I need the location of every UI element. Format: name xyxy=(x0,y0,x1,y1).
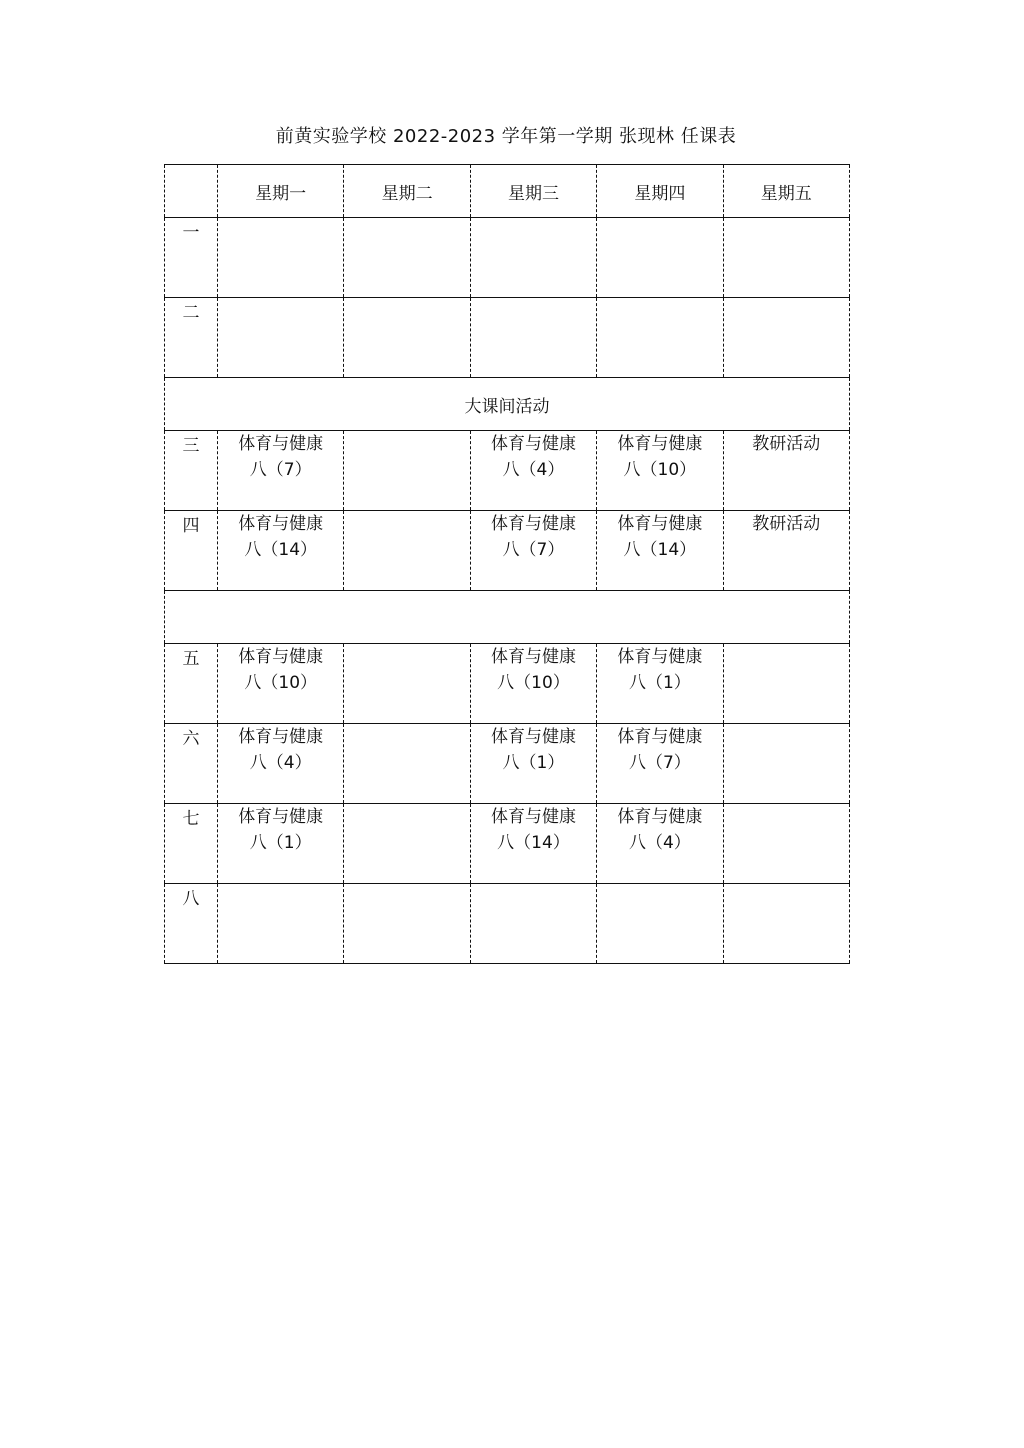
lesson-class: 八（7） xyxy=(628,753,691,773)
lesson-subject: 体育与健康 xyxy=(238,514,324,534)
period-row xyxy=(165,804,850,884)
lesson-cell-mon xyxy=(218,884,344,964)
lesson-subject: 教研活动 xyxy=(752,434,821,454)
lesson-class: 八（7） xyxy=(502,540,565,560)
period-label: 一 xyxy=(165,218,218,298)
lesson-cell-fri xyxy=(723,511,849,591)
period-label: 八 xyxy=(165,884,218,964)
lesson-class: 八（4） xyxy=(628,833,691,853)
lesson-cell-wed xyxy=(470,218,596,298)
lesson-cell-wed xyxy=(470,298,596,378)
lesson-cell-thu xyxy=(597,431,723,511)
lesson-subject: 体育与健康 xyxy=(490,807,576,827)
lesson-cell-fri xyxy=(723,884,849,964)
lesson-subject: 体育与健康 xyxy=(238,807,324,827)
lesson-cell-fri xyxy=(723,804,849,884)
lesson-cell-mon xyxy=(218,511,344,591)
lesson-subject: 体育与健康 xyxy=(617,647,703,667)
period-label: 三 xyxy=(165,431,218,511)
lesson-cell-mon xyxy=(218,644,344,724)
lesson-subject: 体育与健康 xyxy=(238,647,324,667)
header-row xyxy=(165,165,850,218)
lesson-class: 八（10） xyxy=(623,460,697,480)
lesson-cell-thu xyxy=(597,724,723,804)
lesson-cell-tue xyxy=(344,644,470,724)
lesson-subject: 体育与健康 xyxy=(490,647,576,667)
lesson-cell-wed xyxy=(470,644,596,724)
lesson-cell-fri xyxy=(723,724,849,804)
lesson-cell-mon xyxy=(218,431,344,511)
period-row xyxy=(165,511,850,591)
lesson-cell-fri xyxy=(723,218,849,298)
period-label: 四 xyxy=(165,511,218,591)
period-label: 二 xyxy=(165,298,218,378)
period-row xyxy=(165,884,850,964)
lesson-subject: 教研活动 xyxy=(752,514,821,534)
lesson-class: 八（10） xyxy=(497,673,570,693)
lesson-class: 八（7） xyxy=(249,460,312,480)
lesson-class: 八（1） xyxy=(628,673,691,693)
noon-break xyxy=(165,591,850,644)
morning-break: 大课间活动 xyxy=(165,378,850,431)
period-row xyxy=(165,298,850,378)
lesson-subject: 体育与健康 xyxy=(617,434,703,454)
lesson-class: 八（1） xyxy=(249,833,312,853)
lesson-class: 八（1） xyxy=(502,753,565,773)
period-row xyxy=(165,218,850,298)
day-header-tue: 星期二 xyxy=(344,165,470,218)
day-header-wed: 星期三 xyxy=(470,165,596,218)
lesson-cell-tue xyxy=(344,511,470,591)
morning-break-row xyxy=(165,378,850,431)
corner-cell xyxy=(165,165,218,218)
period-row xyxy=(165,644,850,724)
lesson-class: 八（14） xyxy=(244,540,318,560)
lesson-class: 八（14） xyxy=(497,833,570,853)
lesson-cell-tue xyxy=(344,218,470,298)
lesson-cell-mon xyxy=(218,724,344,804)
lesson-class: 八（4） xyxy=(502,460,565,480)
lesson-cell-wed xyxy=(470,431,596,511)
lesson-cell-thu xyxy=(597,298,723,378)
lesson-subject: 体育与健康 xyxy=(490,727,576,747)
day-header-thu: 星期四 xyxy=(597,165,723,218)
lesson-subject: 体育与健康 xyxy=(238,434,324,454)
lesson-cell-mon xyxy=(218,298,344,378)
lesson-class: 八（14） xyxy=(623,540,697,560)
lesson-cell-thu xyxy=(597,218,723,298)
lesson-cell-mon xyxy=(218,804,344,884)
lesson-cell-fri xyxy=(723,644,849,724)
lesson-cell-thu xyxy=(597,644,723,724)
period-row xyxy=(165,431,850,511)
schedule-table xyxy=(164,164,850,964)
lesson-subject: 体育与健康 xyxy=(490,434,576,454)
lesson-cell-wed xyxy=(470,804,596,884)
lesson-cell-tue xyxy=(344,804,470,884)
lesson-cell-tue xyxy=(344,724,470,804)
period-label: 七 xyxy=(165,804,218,884)
lesson-cell-fri xyxy=(723,298,849,378)
lesson-subject: 体育与健康 xyxy=(617,727,703,747)
lesson-cell-wed xyxy=(470,884,596,964)
lesson-cell-thu xyxy=(597,884,723,964)
lesson-subject: 体育与健康 xyxy=(238,727,324,747)
lesson-cell-wed xyxy=(470,511,596,591)
lesson-cell-tue xyxy=(344,431,470,511)
lesson-cell-fri xyxy=(723,431,849,511)
lesson-class: 八（4） xyxy=(249,753,312,773)
period-label: 五 xyxy=(165,644,218,724)
lesson-cell-tue xyxy=(344,884,470,964)
lesson-cell-thu xyxy=(597,804,723,884)
page-title: 前黄实验学校 2022-2023 学年第一学期 张现林 任课表 xyxy=(275,126,737,147)
lesson-cell-thu xyxy=(597,511,723,591)
lesson-subject: 体育与健康 xyxy=(617,514,703,534)
day-header-fri: 星期五 xyxy=(723,165,849,218)
period-label: 六 xyxy=(165,724,218,804)
lesson-subject: 体育与健康 xyxy=(490,514,576,534)
period-row xyxy=(165,724,850,804)
lesson-class: 八（10） xyxy=(244,673,318,693)
lesson-cell-tue xyxy=(344,298,470,378)
lesson-cell-wed xyxy=(470,724,596,804)
lesson-cell-mon xyxy=(218,218,344,298)
noon-break-row xyxy=(165,591,850,644)
lesson-subject: 体育与健康 xyxy=(617,807,703,827)
day-header-mon: 星期一 xyxy=(218,165,344,218)
